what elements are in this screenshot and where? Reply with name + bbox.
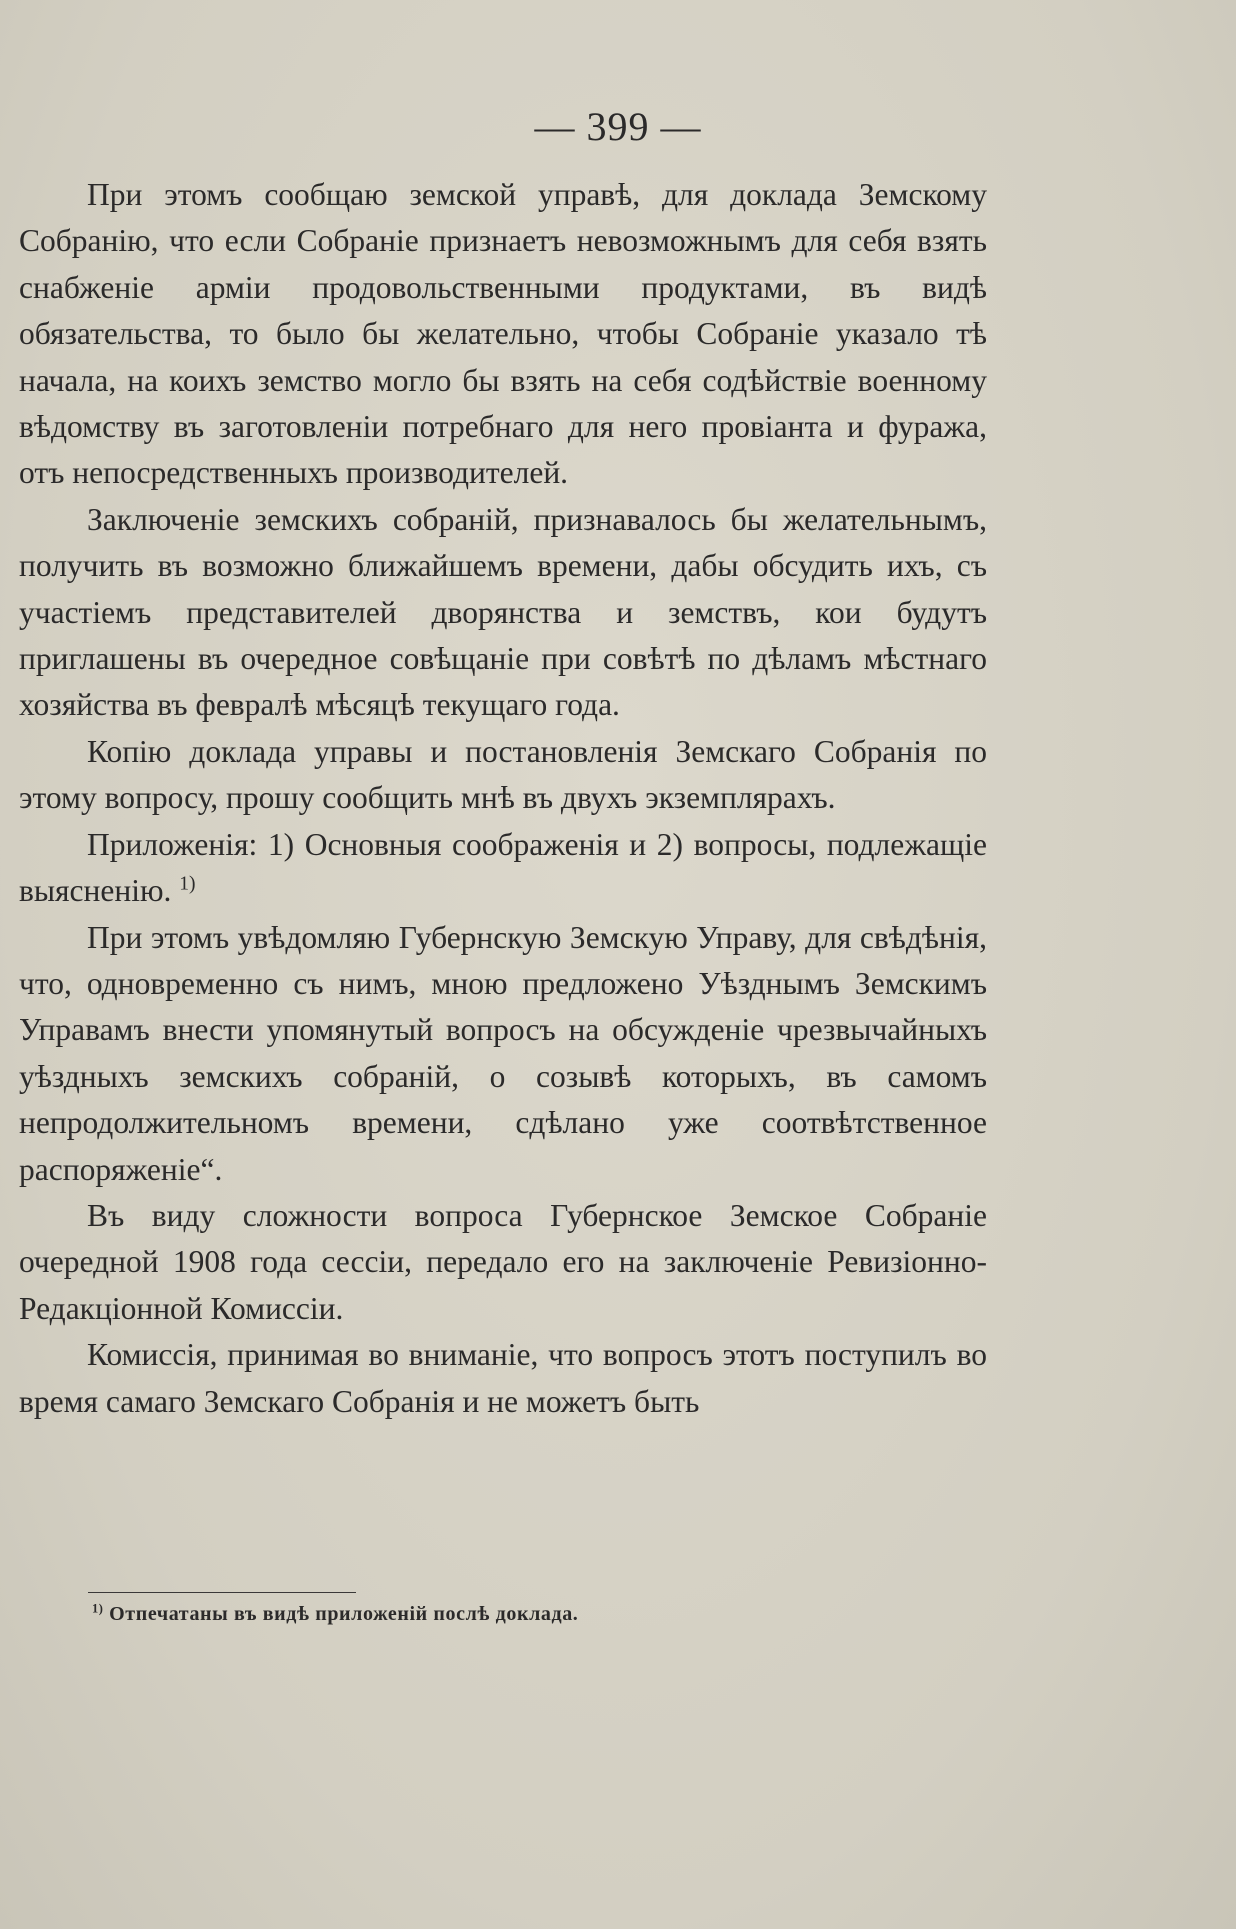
body-text xyxy=(19,172,987,1425)
paragraph: При этомъ увѣдомляю Губернскую Земскую Управу, для свѣдѣнія, что, одновременно съ нимъ, мною предложено Уѣзднымъ Земскимъ Управамъ внести упомянутый вопросъ на обсужденіе чрезвычайныхъ уѣздныхъ земскихъ собраній, о созывѣ которыхъ, въ самомъ непродолжительномъ времени, сдѣлано уже соотвѣтственное распоряженіе“. xyxy=(19,919,987,1187)
paragraph: Комиссія, принимая во вниманіе, что вопросъ этотъ поступилъ во время самаго Земскаго Собранія и не можетъ быть xyxy=(19,1337,987,1419)
footnote-marker: 1) xyxy=(92,1601,104,1616)
footnote-divider xyxy=(88,1592,356,1593)
paragraph: Въ виду сложности вопроса Губернское Земское Собраніе очередной 1908 года сессіи, передало его на заключеніе Ревизіонно-Редакціонной Комиссіи. xyxy=(19,1197,987,1326)
footnote-reference: 1) xyxy=(179,873,196,895)
paragraph: Заключеніе земскихъ собраній, признавалось бы желательнымъ, получить въ возможно ближайшемъ времени, дабы обсудить ихъ, съ участіемъ представителей дворянства и земствъ, кои будутъ приглашены въ очередное совѣщаніе при совѣтѣ по дѣламъ мѣстнаго хозяйства въ февралѣ мѣсяцѣ текущаго года. xyxy=(19,501,987,723)
paragraph: При этомъ сообщаю земской управѣ, для доклада Земскому Собранію, что если Собраніе признаетъ невозможнымъ для себя взять снабженіе арміи продовольственными продуктами, въ видѣ обязательства, то было бы желательно, чтобы Собраніе указало тѣ начала, на коихъ земство могло бы взять на себя содѣйствіе военному вѣдомству въ заготовленіи потребнаго для него провіанта и фуража, отъ непосредственныхъ производителей. xyxy=(19,177,987,491)
paragraph xyxy=(19,822,987,915)
appendix-text: Приложенія: 1) Основныя соображенія и 2) вопросы, подлежащіе выясненію. xyxy=(19,826,987,909)
page-number: — 399 — xyxy=(534,104,702,149)
footnote xyxy=(92,1603,992,1626)
paragraph: Копію доклада управы и постановленія Земскаго Собранія по этому вопросу, прошу сообщить мнѣ въ двухъ экземплярахъ. xyxy=(19,733,987,816)
footnote-text: Отпечатаны въ видѣ приложеній послѣ доклада. xyxy=(109,1603,579,1625)
